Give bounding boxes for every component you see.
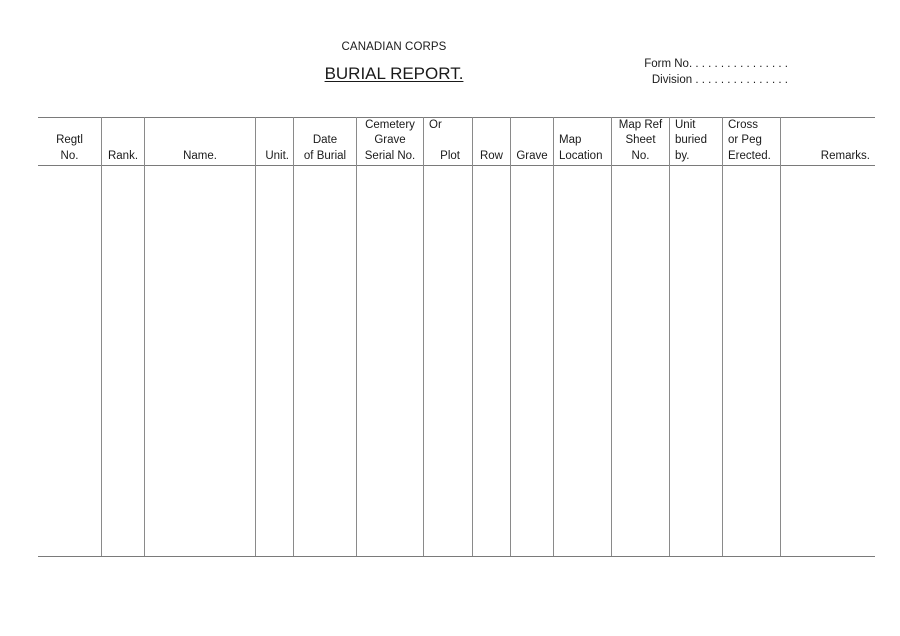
header-line: Regtl	[56, 134, 83, 146]
header-unit-buried-by	[675, 117, 722, 164]
burial-report-table	[38, 117, 875, 556]
header-line: Plot	[440, 149, 460, 162]
column-divider	[669, 117, 670, 556]
header-line: Map Ref	[618, 118, 663, 131]
header-line: Remarks.	[820, 149, 870, 162]
column-divider	[472, 117, 473, 556]
header-regtl-no	[38, 117, 101, 164]
header-bottom-rule	[38, 165, 875, 166]
page-title: BURIAL REPORT.	[324, 64, 464, 83]
header-rank	[102, 117, 144, 164]
header-unit	[256, 117, 289, 164]
header-grave	[511, 117, 553, 164]
header-line: Unit	[675, 118, 696, 131]
header-line: of Burial	[303, 149, 347, 162]
header-or-plot	[424, 117, 472, 164]
header-line	[424, 133, 472, 149]
header-map-ref-sheet-no	[612, 117, 669, 164]
header-name	[145, 117, 255, 164]
column-divider	[611, 117, 612, 556]
header-row	[473, 117, 510, 164]
header-line: Unit.	[265, 149, 289, 162]
header-date-of-burial	[294, 117, 356, 164]
header-line: buried	[675, 134, 707, 146]
form-no-field: Form No. . . . . . . . . . . . . . . .	[644, 58, 788, 70]
header-line: Cemetery	[365, 118, 415, 131]
column-divider	[101, 117, 102, 556]
column-divider	[722, 117, 723, 556]
header-map-location	[559, 117, 611, 164]
header-line: Sheet	[625, 134, 656, 146]
table-bottom-rule	[38, 556, 875, 557]
header-line: No.	[631, 149, 650, 162]
header-line: or Peg	[728, 134, 762, 146]
column-divider	[510, 117, 511, 556]
column-divider	[423, 117, 424, 556]
column-divider	[255, 117, 256, 556]
header-line: Or	[429, 118, 442, 131]
form-info	[640, 56, 788, 88]
column-divider	[144, 117, 145, 556]
header-cross-or-peg-erected	[728, 117, 780, 164]
header-line: Date	[312, 134, 338, 146]
header-remarks	[781, 117, 870, 164]
column-divider	[780, 117, 781, 556]
column-divider	[553, 117, 554, 556]
column-divider	[356, 117, 357, 556]
header-line: Row	[479, 149, 503, 162]
header-line: Rank.	[107, 149, 139, 162]
header-line: Serial No.	[364, 149, 416, 162]
division-field: Division . . . . . . . . . . . . . . .	[651, 74, 788, 86]
header-line: Grave	[516, 149, 548, 162]
header-line: by.	[675, 149, 690, 162]
header-line: No.	[60, 149, 79, 162]
header-line: Map	[559, 134, 582, 146]
header-cemetery-grave-serial-no	[357, 117, 423, 164]
column-divider	[293, 117, 294, 556]
organization-heading: CANADIAN CORPS	[341, 41, 447, 53]
header-line: Name.	[183, 149, 217, 162]
header-line: Cross	[728, 118, 759, 131]
header-line: Grave	[374, 134, 406, 146]
header-line: Location	[559, 149, 603, 162]
header-line: Erected.	[728, 149, 771, 162]
